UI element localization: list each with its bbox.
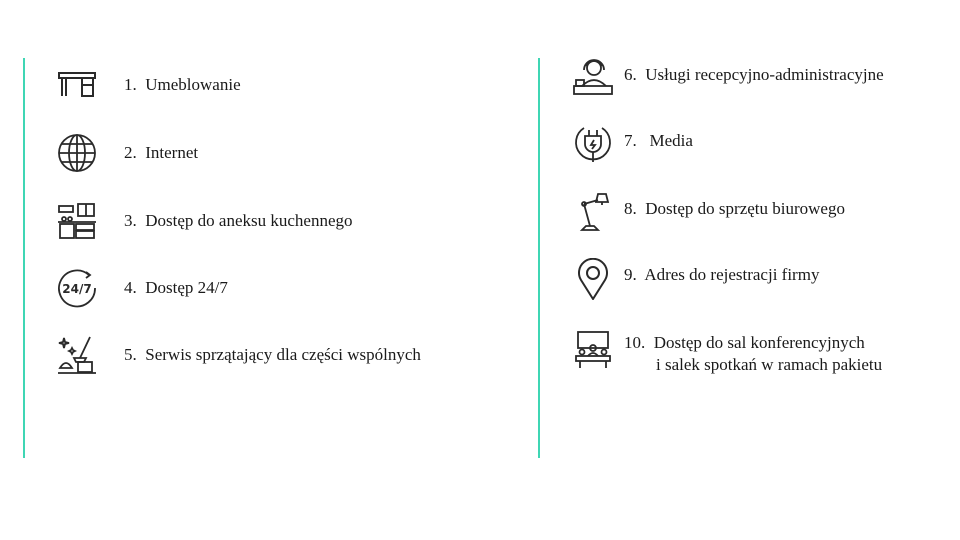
list-item-cleaning [56,334,421,376]
list-item-reception [572,56,884,98]
list-item-label: 5. Serwis sprzątający dla części wspólnych [124,345,421,364]
list-item-media [572,122,693,164]
receptionist-icon [572,56,614,98]
list-item-label: 4. Dostęp 24/7 [124,278,228,297]
list-item-office-equipment [572,190,845,232]
plug-icon [572,122,614,164]
list-item-label: 6. Usługi recepcyjno-administracyjne [624,65,884,84]
list-item-label: 8. Dostęp do sprzętu biurowego [624,199,845,218]
list-item-label: 10. Dostęp do sal konferencyjnych i salek spotkań w ramach pakietu [624,333,883,374]
kitchen-icon [56,200,98,242]
list-item-label: 2. Internet [124,143,199,162]
list-item-address [572,258,819,300]
globe-icon [56,132,98,174]
cleaning-icon [56,334,98,376]
list-item-conference [572,328,882,376]
clock-24-7-text: 24/7 [62,282,92,296]
left-divider [23,58,25,458]
list-item-kitchen [56,200,353,242]
center-divider [538,58,540,458]
conference-room-icon [572,328,614,370]
clock-24-7-icon [56,267,98,309]
list-item-label: 1. Umeblowanie [124,75,241,94]
location-pin-icon [572,258,614,300]
list-item-24-7 [56,267,228,309]
list-item-label: 3. Dostęp do aneksu kuchennego [124,211,353,230]
list-item-internet [56,132,198,174]
list-item-label: 7. Media [624,131,693,150]
desk-lamp-icon [572,190,614,232]
list-item-label: 9. Adres do rejestracji firmy [624,265,820,284]
desk-icon [56,64,98,106]
list-item-furniture [56,64,241,106]
